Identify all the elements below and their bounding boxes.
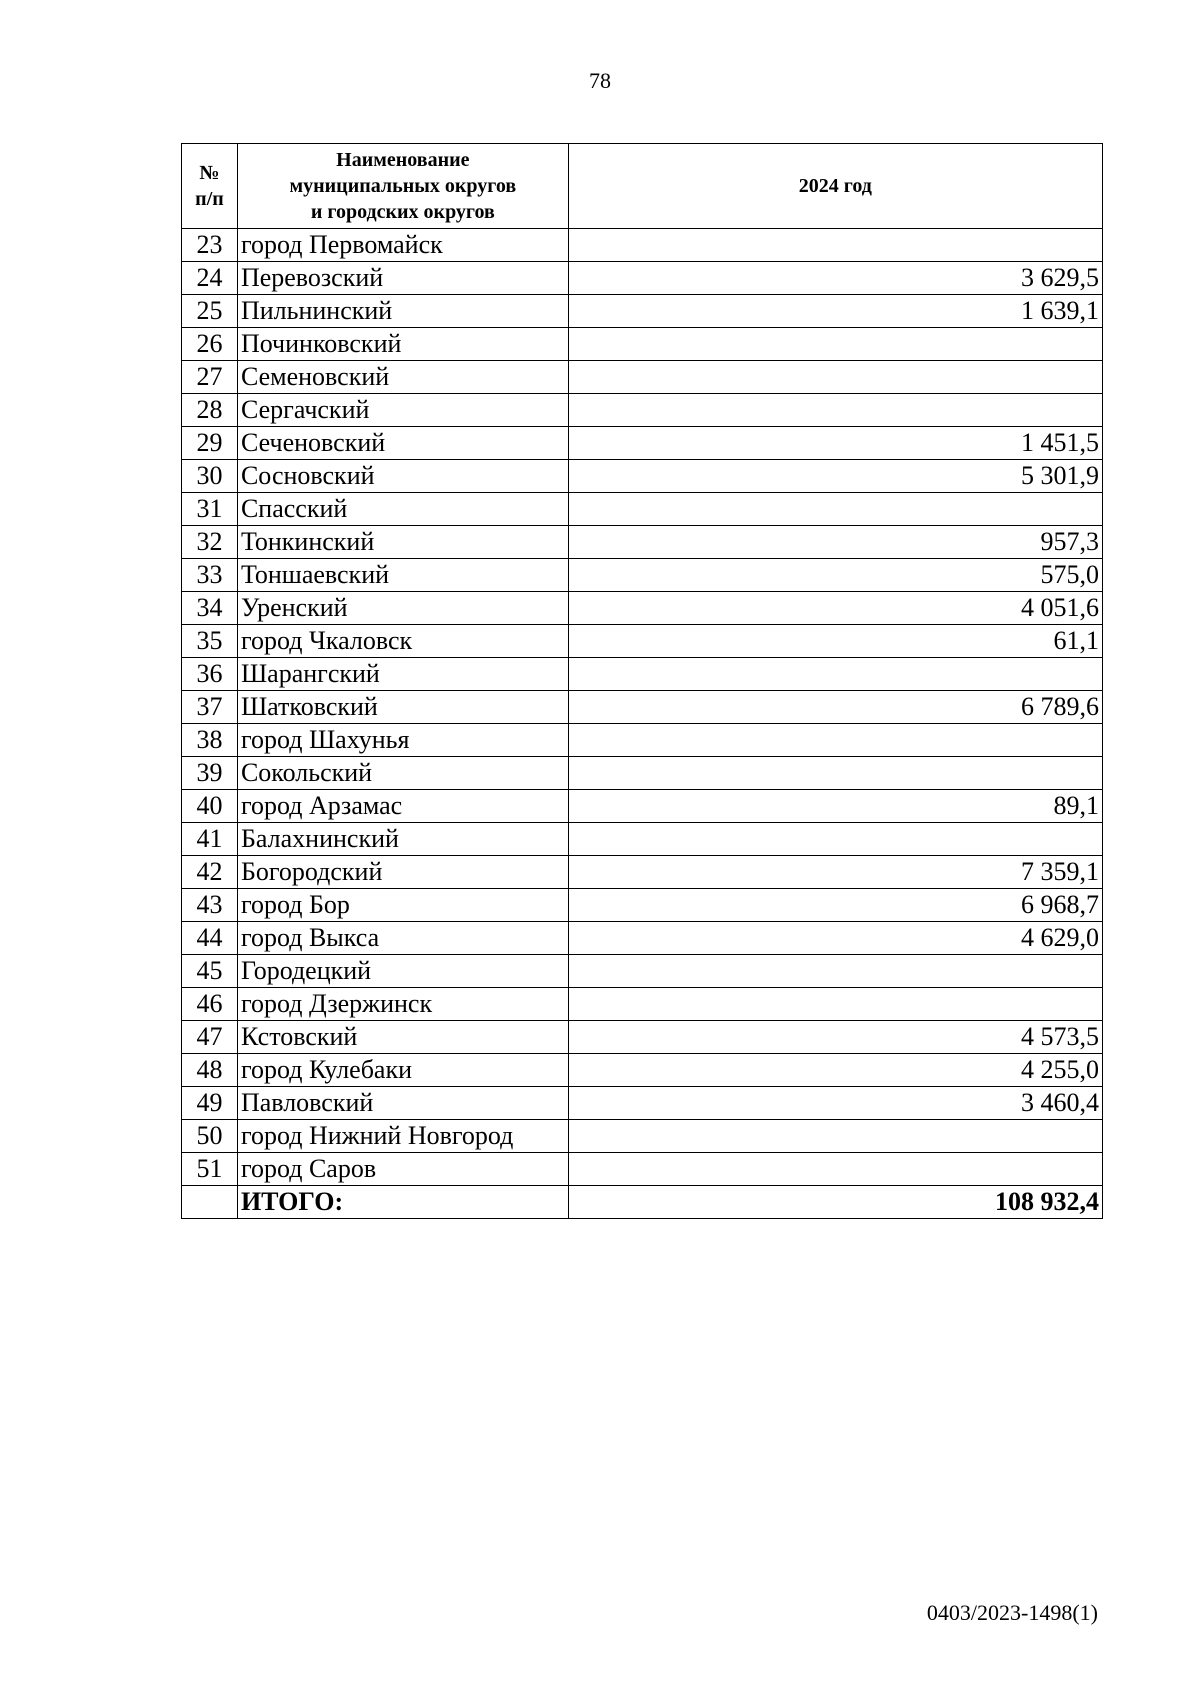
row-number: 35: [182, 625, 238, 658]
table-row: [182, 823, 1103, 856]
district-name: Сеченовский: [237, 427, 568, 460]
district-name: город Чкаловск: [237, 625, 568, 658]
page-number: 78: [589, 68, 611, 93]
table-row: [182, 229, 1103, 262]
district-name: город Саров: [237, 1153, 568, 1186]
row-value: [568, 1153, 1102, 1186]
row-value: 5 301,9: [568, 460, 1102, 493]
row-number: 33: [182, 559, 238, 592]
table-row: [182, 361, 1103, 394]
row-value: [568, 229, 1102, 262]
table-row: [182, 757, 1103, 790]
row-number: 37: [182, 691, 238, 724]
district-name: город Бор: [237, 889, 568, 922]
district-name: Починковский: [237, 328, 568, 361]
row-value: [568, 823, 1102, 856]
row-value: 61,1: [568, 625, 1102, 658]
table-row: [182, 559, 1103, 592]
table-row: [182, 493, 1103, 526]
district-name: Сокольский: [237, 757, 568, 790]
table-row: [182, 889, 1103, 922]
district-name: Павловский: [237, 1087, 568, 1120]
row-value: [568, 1120, 1102, 1153]
row-number: 41: [182, 823, 238, 856]
row-value: 4 051,6: [568, 592, 1102, 625]
table-row: [182, 328, 1103, 361]
district-name: Перевозский: [237, 262, 568, 295]
row-number: 29: [182, 427, 238, 460]
row-value: [568, 361, 1102, 394]
row-value: 6 968,7: [568, 889, 1102, 922]
district-name: город Арзамас: [237, 790, 568, 823]
table-row: [182, 394, 1103, 427]
district-name: город Выкса: [237, 922, 568, 955]
total-value: 108 932,4: [568, 1186, 1102, 1219]
row-value: [568, 955, 1102, 988]
district-name: Тонкинский: [237, 526, 568, 559]
table-row: [182, 691, 1103, 724]
row-value: 1 639,1: [568, 295, 1102, 328]
row-value: 7 359,1: [568, 856, 1102, 889]
document-id: 0403/2023-1498(1): [926, 1600, 1098, 1625]
row-value: [568, 658, 1102, 691]
table-row: [182, 427, 1103, 460]
table-row: [182, 988, 1103, 1021]
district-name: город Нижний Новгород: [237, 1120, 568, 1153]
row-number: 43: [182, 889, 238, 922]
table-row: [182, 1021, 1103, 1054]
district-name: Богородский: [237, 856, 568, 889]
row-number: 38: [182, 724, 238, 757]
row-number: 40: [182, 790, 238, 823]
table-row: [182, 922, 1103, 955]
table-row: [182, 1153, 1103, 1186]
row-value: [568, 328, 1102, 361]
table-row: [182, 1087, 1103, 1120]
district-name: Балахнинский: [237, 823, 568, 856]
district-name: город Шахунья: [237, 724, 568, 757]
row-number: 48: [182, 1054, 238, 1087]
header-year: 2024 год: [568, 144, 1102, 229]
district-name: Сергачский: [237, 394, 568, 427]
row-number: 36: [182, 658, 238, 691]
total-row: [182, 1186, 1103, 1219]
district-name: Городецкий: [237, 955, 568, 988]
row-value: 4 573,5: [568, 1021, 1102, 1054]
row-number: 26: [182, 328, 238, 361]
table-row: [182, 460, 1103, 493]
table-row: [182, 1120, 1103, 1153]
table-row: [182, 295, 1103, 328]
row-number: 25: [182, 295, 238, 328]
row-value: 89,1: [568, 790, 1102, 823]
table-row: [182, 625, 1103, 658]
district-name: город Дзержинск: [237, 988, 568, 1021]
row-value: 1 451,5: [568, 427, 1102, 460]
row-number: 51: [182, 1153, 238, 1186]
district-name: Шатковский: [237, 691, 568, 724]
row-value: [568, 493, 1102, 526]
row-number: 46: [182, 988, 238, 1021]
row-number: 44: [182, 922, 238, 955]
total-label: ИТОГО:: [237, 1186, 568, 1219]
allocation-table: [181, 143, 1103, 1219]
row-value: [568, 757, 1102, 790]
row-number: 50: [182, 1120, 238, 1153]
row-number: 31: [182, 493, 238, 526]
table-row: [182, 790, 1103, 823]
table-header-row: [182, 144, 1103, 229]
table-row: [182, 658, 1103, 691]
row-value: [568, 394, 1102, 427]
table-body: [182, 229, 1103, 1219]
table-row: [182, 526, 1103, 559]
table-row: [182, 955, 1103, 988]
district-name: Тоншаевский: [237, 559, 568, 592]
row-value: 4 629,0: [568, 922, 1102, 955]
table-row: [182, 856, 1103, 889]
row-number: 45: [182, 955, 238, 988]
row-value: 4 255,0: [568, 1054, 1102, 1087]
row-value: [568, 988, 1102, 1021]
row-number: 23: [182, 229, 238, 262]
district-name: Спасский: [237, 493, 568, 526]
row-number: 30: [182, 460, 238, 493]
table-row: [182, 724, 1103, 757]
row-number: 39: [182, 757, 238, 790]
row-number: 27: [182, 361, 238, 394]
row-number: 42: [182, 856, 238, 889]
district-name: город Кулебаки: [237, 1054, 568, 1087]
row-value: 575,0: [568, 559, 1102, 592]
header-name: Наименование муниципальных округов и городских округов: [237, 144, 568, 229]
table-row: [182, 262, 1103, 295]
table-row: [182, 1054, 1103, 1087]
row-value: 957,3: [568, 526, 1102, 559]
row-number: 49: [182, 1087, 238, 1120]
district-name: Кстовский: [237, 1021, 568, 1054]
table-row: [182, 592, 1103, 625]
district-name: Сосновский: [237, 460, 568, 493]
total-num-cell: [182, 1186, 238, 1219]
row-value: [568, 724, 1102, 757]
district-name: Шарангский: [237, 658, 568, 691]
row-value: 6 789,6: [568, 691, 1102, 724]
row-number: 28: [182, 394, 238, 427]
row-value: 3 629,5: [568, 262, 1102, 295]
district-name: город Первомайск: [237, 229, 568, 262]
row-number: 34: [182, 592, 238, 625]
row-number: 32: [182, 526, 238, 559]
row-number: 47: [182, 1021, 238, 1054]
row-value: 3 460,4: [568, 1087, 1102, 1120]
district-name: Пильнинский: [237, 295, 568, 328]
district-name: Уренский: [237, 592, 568, 625]
row-number: 24: [182, 262, 238, 295]
header-num: № п/п: [182, 144, 238, 229]
district-name: Семеновский: [237, 361, 568, 394]
